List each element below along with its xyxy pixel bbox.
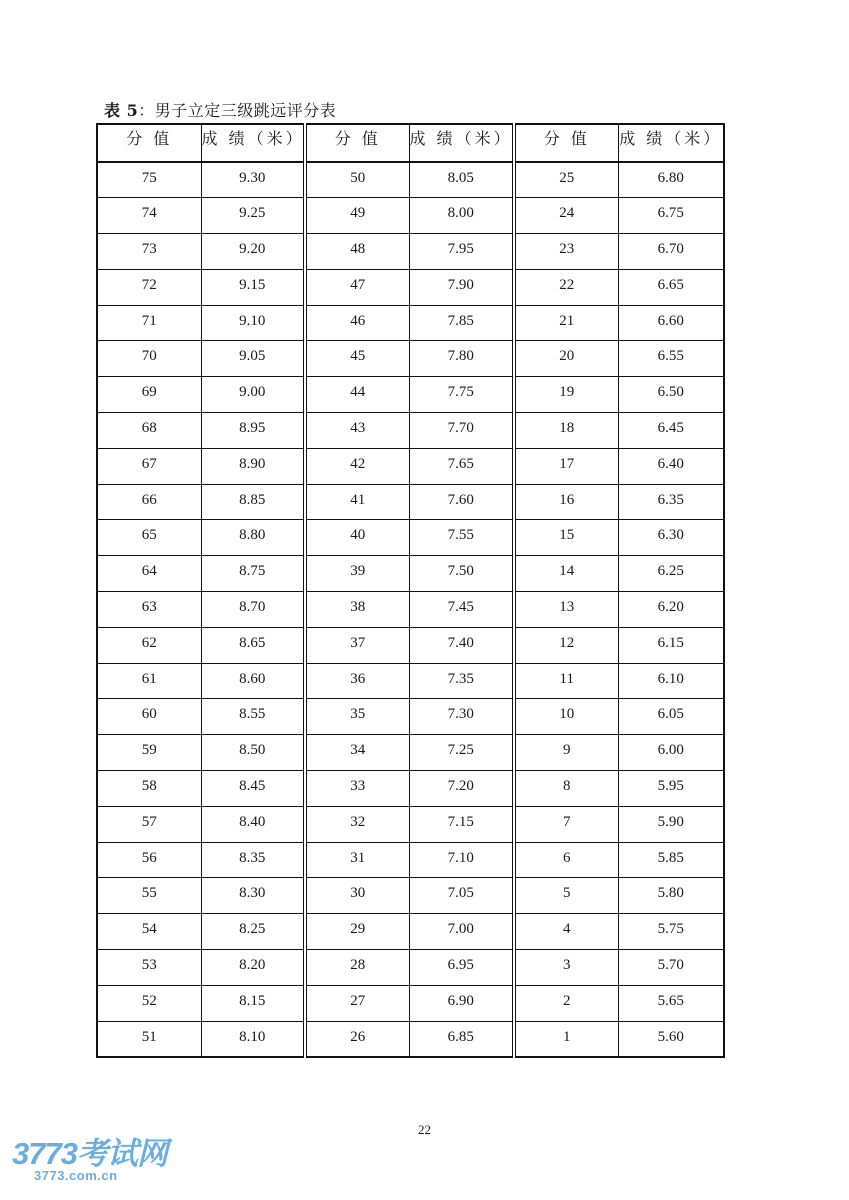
cell-result: 8.85 (201, 484, 305, 520)
cell-score: 33 (305, 771, 409, 807)
cell-result: 8.90 (201, 448, 305, 484)
table-title: 男子立定三级跳远评分表 (154, 101, 337, 120)
cell-result: 7.60 (409, 484, 514, 520)
cell-result: 7.40 (409, 627, 514, 663)
cell-score: 38 (305, 592, 409, 628)
table-row (97, 806, 724, 842)
cell-result: 9.20 (201, 234, 305, 270)
table-row (97, 269, 724, 305)
cell-result: 6.40 (618, 448, 724, 484)
cell-result: 7.10 (409, 842, 514, 878)
cell-score: 37 (305, 627, 409, 663)
cell-result: 7.85 (409, 305, 514, 341)
table-row (97, 627, 724, 663)
cell-result: 6.70 (618, 234, 724, 270)
cell-score: 30 (305, 878, 409, 914)
cell-score: 48 (305, 234, 409, 270)
cell-score: 57 (97, 806, 201, 842)
cell-result: 6.35 (618, 484, 724, 520)
header-result: 成 绩（米） (618, 124, 724, 162)
cell-result: 5.85 (618, 842, 724, 878)
cell-result: 8.95 (201, 413, 305, 449)
cell-result: 6.25 (618, 556, 724, 592)
cell-result: 5.95 (618, 771, 724, 807)
cell-result: 6.15 (618, 627, 724, 663)
cell-result: 5.60 (618, 1021, 724, 1057)
table-label: 表 5 (104, 101, 139, 120)
table-row (97, 520, 724, 556)
cell-score: 44 (305, 377, 409, 413)
cell-result: 8.70 (201, 592, 305, 628)
cell-score: 71 (97, 305, 201, 341)
table-row (97, 914, 724, 950)
table-row (97, 556, 724, 592)
watermark-url: 3773.com.cn (34, 1168, 118, 1183)
cell-result: 8.25 (201, 914, 305, 950)
cell-score: 11 (514, 663, 618, 699)
cell-score: 16 (514, 484, 618, 520)
cell-score: 35 (305, 699, 409, 735)
header-score: 分 值 (514, 124, 618, 162)
cell-result: 5.70 (618, 950, 724, 986)
cell-result: 6.20 (618, 592, 724, 628)
cell-result: 6.45 (618, 413, 724, 449)
cell-score: 43 (305, 413, 409, 449)
header-score: 分 值 (305, 124, 409, 162)
cell-result: 5.80 (618, 878, 724, 914)
table-row (97, 305, 724, 341)
cell-score: 28 (305, 950, 409, 986)
cell-result: 8.75 (201, 556, 305, 592)
cell-score: 51 (97, 1021, 201, 1057)
cell-result: 7.20 (409, 771, 514, 807)
cell-score: 29 (305, 914, 409, 950)
table-body (97, 162, 724, 1057)
cell-result: 7.05 (409, 878, 514, 914)
cell-score: 23 (514, 234, 618, 270)
cell-score: 39 (305, 556, 409, 592)
cell-score: 21 (514, 305, 618, 341)
cell-result: 8.80 (201, 520, 305, 556)
cell-score: 45 (305, 341, 409, 377)
table-row (97, 484, 724, 520)
cell-score: 5 (514, 878, 618, 914)
cell-score: 56 (97, 842, 201, 878)
cell-score: 53 (97, 950, 201, 986)
header-result: 成 绩（米） (201, 124, 305, 162)
cell-result: 7.25 (409, 735, 514, 771)
cell-result: 6.85 (409, 1021, 514, 1057)
cell-result: 5.90 (618, 806, 724, 842)
table-row (97, 377, 724, 413)
table-row (97, 341, 724, 377)
cell-score: 52 (97, 985, 201, 1021)
cell-result: 8.45 (201, 771, 305, 807)
cell-result: 8.35 (201, 842, 305, 878)
cell-result: 6.60 (618, 305, 724, 341)
cell-score: 12 (514, 627, 618, 663)
cell-result: 6.30 (618, 520, 724, 556)
cell-score: 75 (97, 162, 201, 198)
cell-score: 40 (305, 520, 409, 556)
cell-result: 5.65 (618, 985, 724, 1021)
cell-result: 6.80 (618, 162, 724, 198)
cell-result: 7.65 (409, 448, 514, 484)
table-row (97, 663, 724, 699)
cell-result: 6.05 (618, 699, 724, 735)
cell-score: 15 (514, 520, 618, 556)
cell-score: 46 (305, 305, 409, 341)
cell-result: 9.05 (201, 341, 305, 377)
cell-score: 60 (97, 699, 201, 735)
cell-result: 8.00 (409, 198, 514, 234)
cell-score: 7 (514, 806, 618, 842)
cell-score: 61 (97, 663, 201, 699)
cell-result: 9.00 (201, 377, 305, 413)
cell-result: 6.55 (618, 341, 724, 377)
cell-score: 3 (514, 950, 618, 986)
cell-result: 8.20 (201, 950, 305, 986)
cell-result: 9.25 (201, 198, 305, 234)
cell-score: 55 (97, 878, 201, 914)
cell-result: 7.35 (409, 663, 514, 699)
cell-score: 9 (514, 735, 618, 771)
cell-result: 7.30 (409, 699, 514, 735)
cell-result: 7.75 (409, 377, 514, 413)
cell-score: 58 (97, 771, 201, 807)
cell-result: 7.95 (409, 234, 514, 270)
table-row (97, 699, 724, 735)
cell-score: 2 (514, 985, 618, 1021)
cell-score: 69 (97, 377, 201, 413)
cell-score: 6 (514, 842, 618, 878)
cell-result: 6.90 (409, 985, 514, 1021)
watermark-logo: 3773考试网 (12, 1136, 167, 1171)
header-row (97, 124, 724, 162)
table-row (97, 878, 724, 914)
cell-result: 6.95 (409, 950, 514, 986)
cell-result: 7.00 (409, 914, 514, 950)
cell-result: 7.70 (409, 413, 514, 449)
header-result: 成 绩（米） (409, 124, 514, 162)
cell-score: 74 (97, 198, 201, 234)
cell-result: 6.00 (618, 735, 724, 771)
table-row (97, 950, 724, 986)
table-row (97, 735, 724, 771)
cell-score: 8 (514, 771, 618, 807)
cell-score: 1 (514, 1021, 618, 1057)
cell-result: 8.15 (201, 985, 305, 1021)
cell-result: 6.10 (618, 663, 724, 699)
cell-score: 18 (514, 413, 618, 449)
table-row (97, 592, 724, 628)
cell-result: 6.65 (618, 269, 724, 305)
cell-result: 9.30 (201, 162, 305, 198)
cell-score: 49 (305, 198, 409, 234)
cell-score: 59 (97, 735, 201, 771)
caption-separator: ： (138, 101, 155, 120)
cell-score: 63 (97, 592, 201, 628)
cell-result: 6.75 (618, 198, 724, 234)
page-number: 22 (418, 1122, 431, 1137)
cell-score: 47 (305, 269, 409, 305)
cell-result: 7.45 (409, 592, 514, 628)
cell-score: 36 (305, 663, 409, 699)
cell-score: 27 (305, 985, 409, 1021)
cell-score: 4 (514, 914, 618, 950)
cell-result: 7.90 (409, 269, 514, 305)
table-row (97, 234, 724, 270)
cell-score: 64 (97, 556, 201, 592)
table-row (97, 985, 724, 1021)
table-row (97, 1021, 724, 1057)
cell-score: 73 (97, 234, 201, 270)
cell-result: 9.10 (201, 305, 305, 341)
cell-score: 10 (514, 699, 618, 735)
cell-score: 34 (305, 735, 409, 771)
cell-result: 8.50 (201, 735, 305, 771)
cell-result: 8.10 (201, 1021, 305, 1057)
cell-result: 8.40 (201, 806, 305, 842)
cell-result: 9.15 (201, 269, 305, 305)
cell-result: 8.60 (201, 663, 305, 699)
cell-score: 26 (305, 1021, 409, 1057)
cell-score: 31 (305, 842, 409, 878)
table-caption (104, 101, 336, 121)
cell-score: 24 (514, 198, 618, 234)
cell-score: 50 (305, 162, 409, 198)
cell-result: 7.50 (409, 556, 514, 592)
table-row (97, 162, 724, 198)
table-row (97, 771, 724, 807)
table-row (97, 842, 724, 878)
cell-score: 32 (305, 806, 409, 842)
cell-score: 72 (97, 269, 201, 305)
cell-score: 67 (97, 448, 201, 484)
cell-score: 19 (514, 377, 618, 413)
cell-score: 13 (514, 592, 618, 628)
cell-result: 7.80 (409, 341, 514, 377)
cell-score: 66 (97, 484, 201, 520)
cell-result: 8.65 (201, 627, 305, 663)
cell-result: 6.50 (618, 377, 724, 413)
cell-score: 70 (97, 341, 201, 377)
cell-score: 20 (514, 341, 618, 377)
cell-score: 14 (514, 556, 618, 592)
cell-score: 17 (514, 448, 618, 484)
table-row (97, 448, 724, 484)
header-score: 分 值 (97, 124, 201, 162)
cell-result: 7.55 (409, 520, 514, 556)
cell-score: 25 (514, 162, 618, 198)
cell-result: 8.55 (201, 699, 305, 735)
cell-result: 5.75 (618, 914, 724, 950)
cell-score: 68 (97, 413, 201, 449)
cell-score: 42 (305, 448, 409, 484)
cell-score: 54 (97, 914, 201, 950)
cell-result: 8.05 (409, 162, 514, 198)
table-row (97, 413, 724, 449)
cell-score: 62 (97, 627, 201, 663)
score-table (96, 123, 725, 1058)
cell-score: 41 (305, 484, 409, 520)
cell-score: 22 (514, 269, 618, 305)
table-row (97, 198, 724, 234)
cell-result: 8.30 (201, 878, 305, 914)
cell-score: 65 (97, 520, 201, 556)
cell-result: 7.15 (409, 806, 514, 842)
